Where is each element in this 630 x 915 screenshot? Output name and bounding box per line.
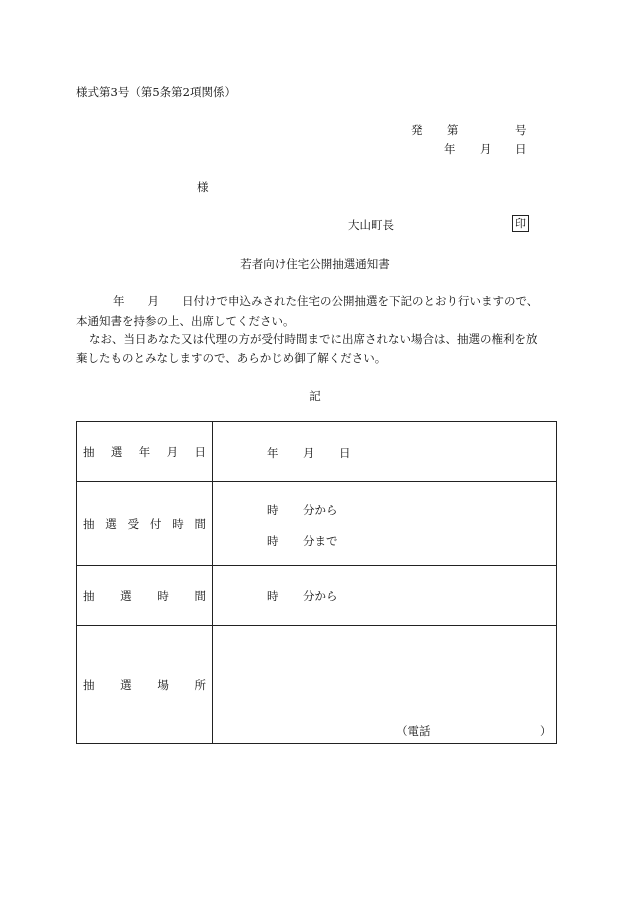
reception-start-hour: 時 <box>267 503 279 517</box>
label-lottery-place: 抽 選 場 所 <box>77 626 213 744</box>
date-day-unit: 日 <box>339 446 351 460</box>
lottery-hour: 時 <box>267 589 279 603</box>
value-lottery-time <box>213 566 557 626</box>
reception-start-minute: 分から <box>303 503 338 517</box>
lottery-schedule-table <box>76 421 557 744</box>
issue-date-day: 日 <box>515 142 527 156</box>
phone-open: （電話 <box>396 724 431 738</box>
label-lottery-time: 抽 選 時 間 <box>77 566 213 626</box>
table-row-date <box>77 422 557 482</box>
issue-date-year: 年 <box>444 142 456 156</box>
table-row-place <box>77 626 557 744</box>
body-paragraph-2-line-2: 棄したものとみなしますので、あらかじめ御了解ください。 <box>76 351 387 365</box>
date-month-unit: 月 <box>303 446 315 460</box>
table-row-reception <box>77 482 557 566</box>
body-paragraph-1-line-2: 本通知書を持参の上、出席してください。 <box>76 314 295 328</box>
body-paragraph-1-line-1: 年 月 日付けで申込みされた住宅の公開抽選を下記のとおり行いますので、 <box>113 294 539 308</box>
label-lottery-date: 抽 選 年 月 日 <box>77 422 213 482</box>
issue-date-month: 月 <box>480 142 492 156</box>
value-lottery-date <box>213 422 557 482</box>
issue-hatsu: 発 <box>411 123 423 137</box>
table-row-time <box>77 566 557 626</box>
addressee-suffix: 様 <box>197 180 209 194</box>
seal-stamp: 印 <box>512 215 529 232</box>
ki-heading: 記 <box>309 389 321 403</box>
reception-end-hour: 時 <box>267 534 279 548</box>
document-title: 若者向け住宅公開抽選通知書 <box>240 257 390 271</box>
body-paragraph-2-line-1: なお、当日あなた又は代理の方が受付時間までに出席されない場合は、抽選の権利を放 <box>89 332 538 346</box>
issuer-name: 大山町長 <box>348 218 394 232</box>
value-lottery-place <box>213 626 557 744</box>
lottery-minute: 分から <box>303 589 338 603</box>
phone-close: ） <box>540 724 552 738</box>
form-number: 様式第3号（第5条第2項関係） <box>76 85 236 99</box>
value-reception-time <box>213 482 557 566</box>
issue-number-suffix: 号 <box>515 123 527 137</box>
date-year-unit: 年 <box>267 446 279 460</box>
issue-number-prefix: 第 <box>447 123 459 137</box>
reception-end-minute: 分まで <box>303 534 338 548</box>
label-reception-time: 抽 選 受 付 時 間 <box>77 482 213 566</box>
